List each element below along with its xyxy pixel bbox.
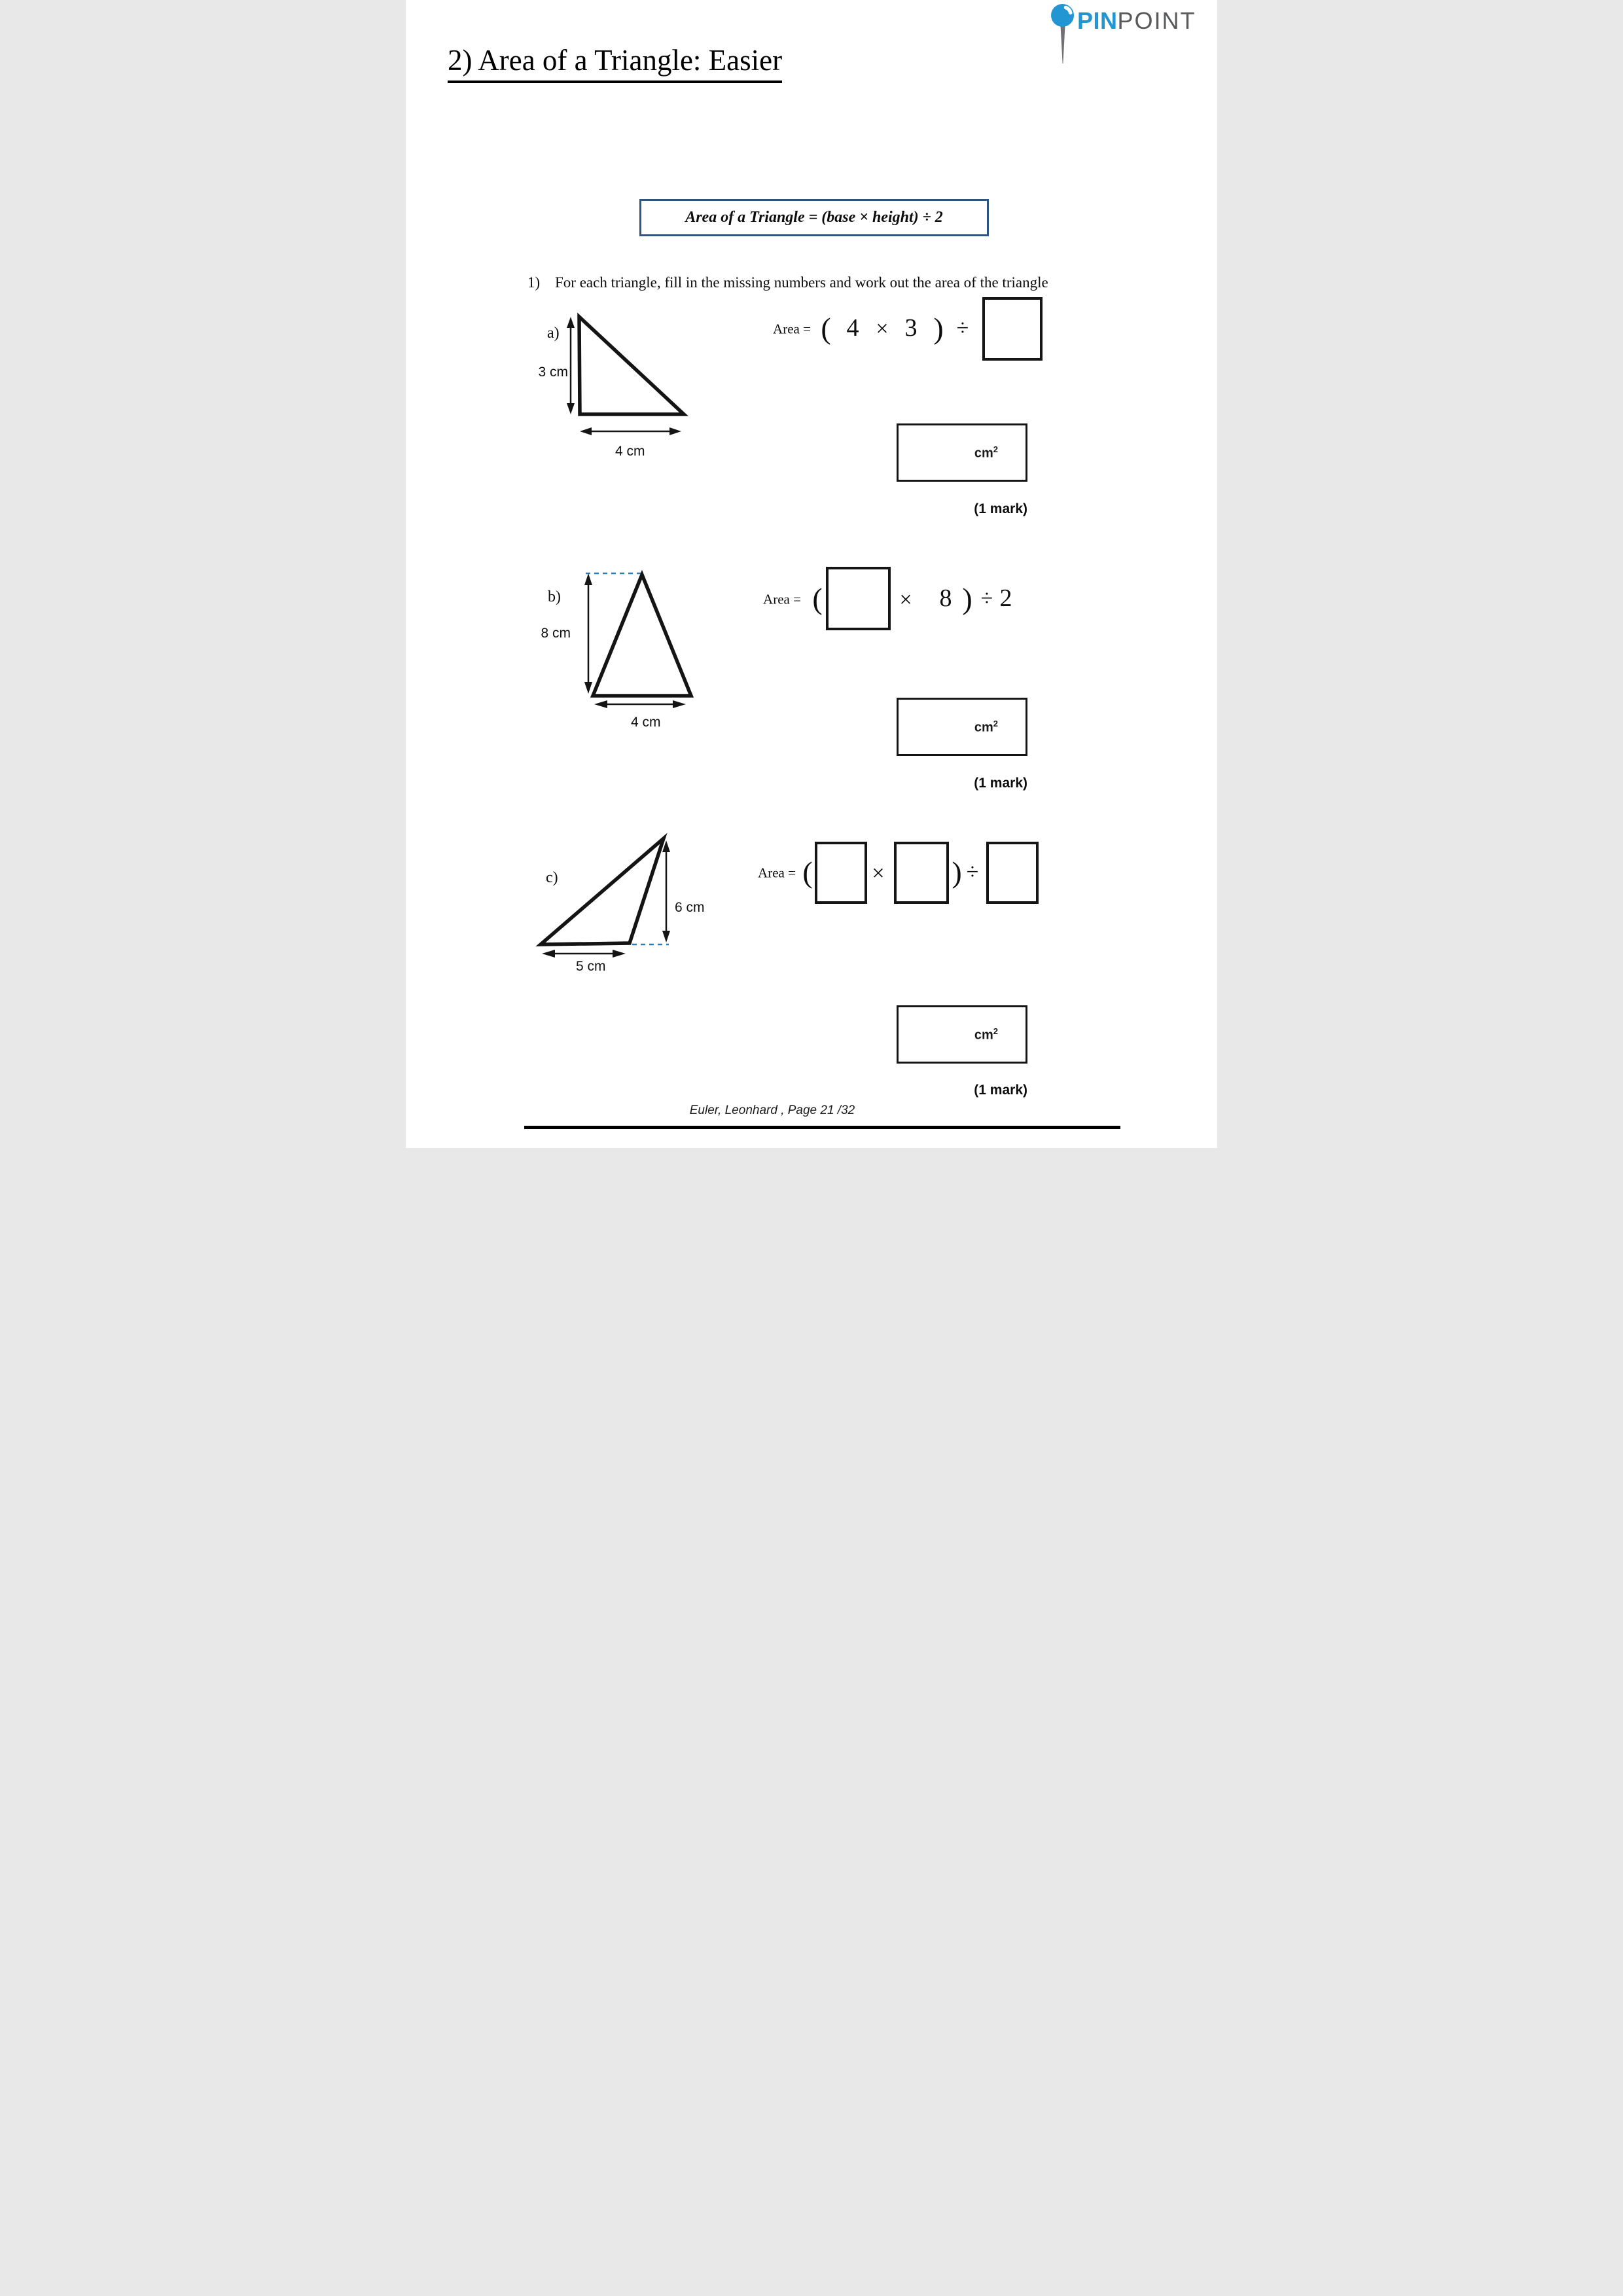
base-arrow-icon: [542, 950, 626, 958]
height-label: 8 cm: [541, 626, 571, 641]
answer-box[interactable]: [897, 423, 1027, 482]
height-value: 8: [939, 584, 952, 612]
base-label: 4 cm: [615, 444, 645, 459]
triangle-c-diagram: [533, 830, 677, 964]
missing-number-box[interactable]: [986, 842, 1039, 904]
unit-label: $cm^2$: [974, 718, 998, 735]
triangle-shape: [541, 838, 664, 944]
base-value: 4: [846, 314, 859, 342]
close-paren: ): [933, 312, 944, 345]
multiply-sign: ×: [876, 317, 889, 341]
pin-ball: [1051, 4, 1074, 27]
triangle-shape: [579, 317, 684, 414]
area-equals-label: Area =: [758, 865, 796, 881]
footer-text: Euler, Leonhard , Page 21 /32: [689, 1103, 855, 1117]
mark-label: (1 mark): [974, 1083, 1027, 1098]
logo-text-point: POINT: [1117, 7, 1196, 34]
height-label: 6 cm: [675, 900, 705, 915]
page-title: 2) Area of a Triangle: Easier: [448, 45, 782, 83]
divisor-value: 2: [999, 584, 1012, 612]
area-equals-label: Area =: [763, 591, 801, 607]
missing-number-box[interactable]: [826, 567, 891, 630]
question-number: 1): [527, 274, 541, 291]
mark-label: (1 mark): [974, 776, 1027, 791]
multiply-sign: ×: [872, 861, 885, 886]
multiply-sign: ×: [899, 588, 912, 612]
base-label: 5 cm: [576, 959, 606, 974]
base-arrow-icon: [594, 700, 686, 708]
height-arrow-icon: [584, 573, 592, 694]
pinpoint-logo: [1050, 3, 1076, 69]
footer-rule: [524, 1126, 1120, 1129]
base-label: 4 cm: [631, 715, 661, 730]
unit-label: $cm^2$: [974, 444, 998, 461]
triangle-a-diagram: [530, 308, 700, 465]
missing-number-box[interactable]: [815, 842, 867, 904]
missing-number-box[interactable]: [982, 297, 1043, 361]
close-paren: ): [962, 582, 972, 615]
open-paren: (: [821, 312, 831, 345]
height-arrow-icon: [662, 840, 670, 942]
answer-box[interactable]: [897, 698, 1027, 756]
divide-sign: ÷: [980, 586, 993, 611]
unit-label: $cm^2$: [974, 1026, 998, 1043]
answer-box[interactable]: [897, 1005, 1027, 1064]
open-paren: (: [812, 582, 823, 615]
mark-label: (1 mark): [974, 501, 1027, 516]
triangle-b-diagram: [579, 563, 700, 713]
height-label: 3 cm: [538, 365, 568, 380]
missing-number-box[interactable]: [894, 842, 949, 904]
height-value: 3: [904, 314, 918, 342]
part-c-label: c): [546, 869, 558, 886]
pin-needle: [1061, 26, 1065, 63]
close-paren: ): [952, 855, 962, 889]
area-equals-label: Area =: [773, 321, 811, 337]
part-a-label: a): [547, 325, 560, 342]
divide-sign: ÷: [956, 316, 969, 340]
triangle-shape: [593, 575, 691, 696]
base-arrow-icon: [580, 427, 681, 435]
logo-text-pin: PIN: [1077, 7, 1118, 34]
open-paren: (: [802, 855, 813, 889]
part-b-label: b): [548, 588, 561, 605]
question-text: For each triangle, fill in the missing numbers and work out the area of the triangle: [555, 274, 1048, 291]
formula-box: [639, 199, 989, 236]
pin-icon: [1050, 3, 1076, 65]
worksheet-page: [406, 0, 1217, 1148]
logo-wordmark: [1077, 7, 1196, 35]
divide-sign: ÷: [966, 860, 979, 884]
formula-text: Area of a Triangle = (base × height) ÷ 2: [685, 209, 943, 226]
